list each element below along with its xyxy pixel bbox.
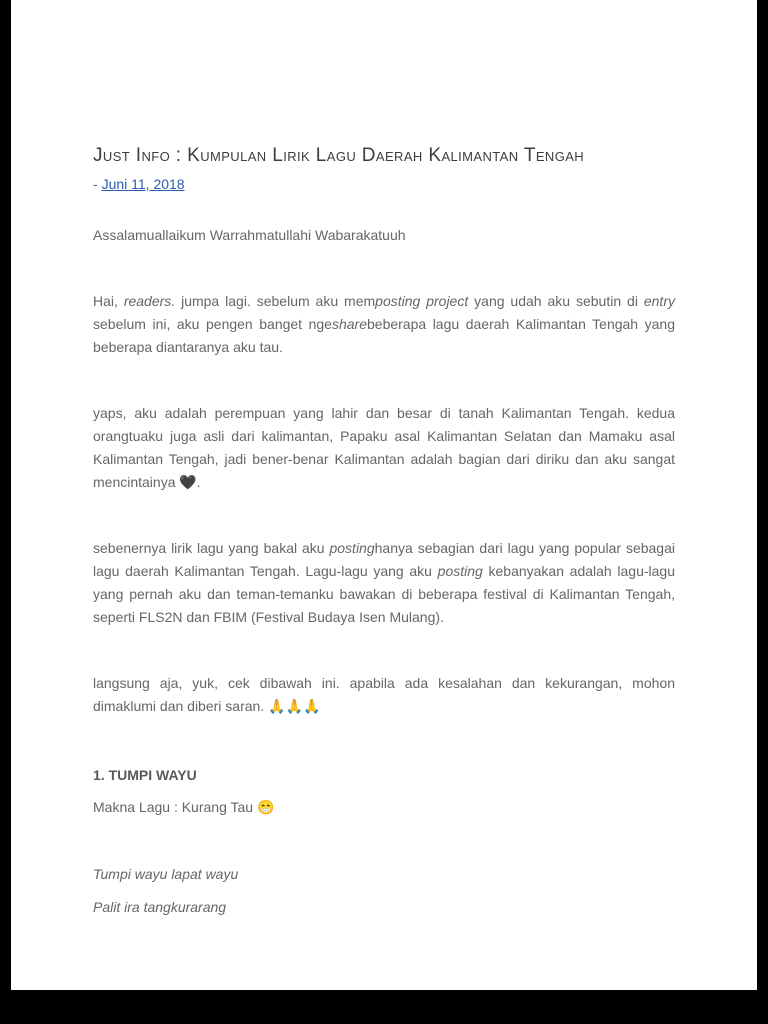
italic-segment: entry <box>643 293 675 309</box>
post-date-link[interactable]: Juni 11, 2018 <box>101 176 185 192</box>
post-title: Just Info : Kumpulan Lirik Lagu Daerah Kalimantan Tengah <box>93 145 585 166</box>
section-heading-tumpi-wayu: 1. TUMPI WAYU <box>93 767 197 783</box>
text-segment: kebanyakan adalah lagu-lagu yang pernah aku dan teman-temanku bawakan di beberapa festival di Kalimantan Tengah, seperti FLS2N dan FBIM (Festival Budaya Isen Mulang). <box>93 563 676 625</box>
song-meaning-text: Makna Lagu : Kurang Tau 😁 <box>93 799 275 815</box>
greeting-text: Assalamuallaikum Warrahmatullahi Wabarakatuuh <box>93 227 406 243</box>
text-segment: Hai, <box>93 293 124 309</box>
text-segment: beberapa lagu daerah Kalimantan Tengah yang beberapa diantaranya aku tau. <box>93 316 675 355</box>
text-segment: sebenernya lirik lagu yang bakal aku <box>93 540 330 556</box>
text-segment: jumpa lagi. sebelum aku mem <box>175 293 376 309</box>
post-content <box>93 143 675 929</box>
paragraph-background: yaps, aku adalah perempuan yang lahir dan besar di tanah Kalimantan Tengah. kedua orangtuaku juga asli dari kalimantan, Papaku asal Kalimantan Selatan dan Mamaku asal Kalimantan Tengah, jadi bener-benar Kalimantan adalah bagian dari diriku dan aku sangat mencintainya 🖤. <box>93 405 675 490</box>
lyric-line: Palit ira tangkurarang <box>93 899 227 915</box>
page-frame-left <box>0 0 11 1024</box>
paragraph-intro <box>93 290 675 359</box>
italic-segment: posting project <box>375 293 469 309</box>
italic-segment: posting <box>437 563 483 579</box>
page-frame-bottom <box>0 990 768 1024</box>
lyric-line: Tumpi wayu lapat wayu <box>93 866 239 882</box>
date-prefix: - <box>93 176 98 192</box>
italic-segment: share <box>331 316 367 332</box>
text-segment: hanya sebagian dari lagu yang popular sebagai lagu daerah Kalimantan Tengah. Lagu-lagu yang aku <box>93 540 675 579</box>
italic-segment: posting <box>329 540 375 556</box>
text-segment: sebelum ini, aku pengen banget nge <box>93 316 332 332</box>
paragraph-closing: langsung aja, yuk, cek dibawah ini. apabila ada kesalahan dan kekurangan, mohon dimaklumi dan diberi saran. 🙏🙏🙏 <box>93 675 675 714</box>
paragraph-songs <box>93 537 675 629</box>
text-segment: yang udah aku sebutin di <box>468 293 644 309</box>
page-frame-right <box>757 0 768 1024</box>
italic-segment: readers. <box>123 293 176 309</box>
post-dateline <box>93 173 675 196</box>
